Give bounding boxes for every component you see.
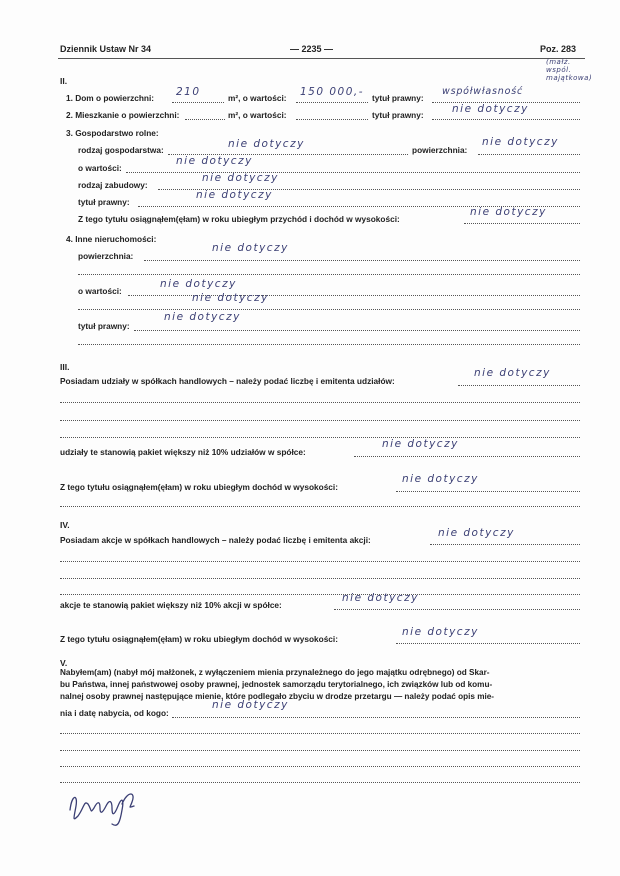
akcje-dochod-line xyxy=(396,643,580,644)
dom-value-line xyxy=(296,102,368,103)
zabudowy-label: rodzaj zabudowy: xyxy=(78,180,148,190)
rodzaj-gosp-value: nie dotyczy xyxy=(228,138,305,150)
gospodarstwo-label: 3. Gospodarstwo rolne: xyxy=(66,128,159,138)
section-v-line-4-dots xyxy=(172,717,580,718)
inne-wart-value-2: nie dotyczy xyxy=(192,292,269,304)
tytul-prawny-value: nie dotyczy xyxy=(196,189,273,201)
akcje-line-2 xyxy=(60,561,580,562)
dom-title-value: współwłasność xyxy=(442,86,523,97)
header-rule xyxy=(58,58,585,59)
section-v-heading: V. xyxy=(60,658,68,668)
akcje-value: nie dotyczy xyxy=(438,527,515,539)
section-v-line-5 xyxy=(60,733,580,734)
inne-wart-label: o wartości: xyxy=(78,286,122,296)
udzialy-dochod-line xyxy=(396,491,580,492)
mieszkanie-title-label: tytuł prawny: xyxy=(372,110,424,120)
dom-label: 1. Dom o powierzchni: xyxy=(66,93,155,103)
inne-tytul-value: nie dotyczy xyxy=(164,311,241,323)
inne-pow-line xyxy=(144,260,580,261)
mieszkanie-value-line xyxy=(296,119,368,120)
akcje-label: Posiadam akcje w spółkach handlowych – należy podać liczbę i emitenta akcji: xyxy=(60,535,371,545)
mieszkanie-title-value: nie dotyczy xyxy=(452,103,529,115)
udzialy-dochod-value: nie dotyczy xyxy=(402,473,479,485)
powierzchnia-value: nie dotyczy xyxy=(482,136,559,148)
udzialy-dochod-label: Z tego tytułu osiągnąłem(ęłam) w roku ubiegłym dochód w wysokości: xyxy=(60,482,338,492)
page-number: — 2235 — xyxy=(290,44,334,54)
section-v-value: nie dotyczy xyxy=(212,699,289,711)
gosp-income-line xyxy=(464,223,580,224)
inne-label: 4. Inne nieruchomości: xyxy=(66,234,157,244)
gosp-income-label: Z tego tytułu osiągnąłem(ęłam) w roku ubiegłym przychód i dochód w wysokości: xyxy=(78,214,400,224)
gosp-income-value: nie dotyczy xyxy=(470,206,547,218)
udzialy-line-4 xyxy=(60,437,580,438)
dom-area-value: 210 xyxy=(176,86,201,98)
akcje-pakiet-line xyxy=(334,609,580,610)
udzialy-dochod-line-2 xyxy=(60,506,580,507)
inne-tytul-line-2 xyxy=(78,344,580,345)
udzialy-pakiet-line xyxy=(354,456,580,457)
udzialy-value: nie dotyczy xyxy=(474,367,551,379)
section-v-line-4-label: nia i datę nabycia, od kogo: xyxy=(60,708,169,718)
zabudowy-value: nie dotyczy xyxy=(202,172,279,184)
section-v-line-1: Nabyłem(am) (nabył mój małżonek, z wyłączeniem mienia przynależnego do jego majątku odrębnego) od Skar- xyxy=(60,668,490,677)
powierzchnia-line xyxy=(478,154,580,155)
inne-pow-value: nie dotyczy xyxy=(212,242,289,254)
akcje-pakiet-value: nie dotyczy xyxy=(342,592,419,604)
dom-title-label: tytuł prawny: xyxy=(372,93,424,103)
section-iii-heading: III. xyxy=(60,362,70,372)
dom-area-line xyxy=(172,102,224,103)
inne-wart-line-2 xyxy=(78,309,580,310)
position-number: Poz. 283 xyxy=(540,44,577,54)
akcje-line-3 xyxy=(60,578,580,579)
section-v-line-7 xyxy=(60,766,580,767)
mieszkanie-area-line xyxy=(185,119,225,120)
akcje-pakiet-label: akcje te stanowią pakiet większy niż 10% akcji w spółce: xyxy=(60,600,282,610)
mieszkanie-m2-label: m², o wartości: xyxy=(228,110,287,120)
udzialy-line-3 xyxy=(60,420,580,421)
dom-value: 150 000,- xyxy=(300,86,365,98)
udzialy-label: Posiadam udziały w spółkach handlowych – należy podać liczbę i emitenta udziałów: xyxy=(60,376,395,386)
udzialy-pakiet-value: nie dotyczy xyxy=(382,438,459,450)
udzialy-pakiet-label: udziały te stanowią pakiet większy niż 10% udziałów w spółce: xyxy=(60,447,306,457)
dom-m2-label: m², o wartości: xyxy=(228,93,287,103)
section-ii-heading: II. xyxy=(60,76,68,86)
o-wartosci-line xyxy=(126,172,580,173)
inne-tytul-label: tytuł prawny: xyxy=(78,321,130,331)
akcje-line xyxy=(430,544,580,545)
section-v-line-6 xyxy=(60,750,580,751)
akcje-dochod-label: Z tego tytułu osiągnąłem(ęłam) w roku ubiegłym dochód w wysokości: xyxy=(60,634,338,644)
section-iv-heading: IV. xyxy=(60,520,70,530)
mieszkanie-title-line xyxy=(432,119,580,120)
o-wartosci-value: nie dotyczy xyxy=(176,155,253,167)
section-v-line-3: nalnej osoby prawnej następujące mienie, które podlegało zbyciu w drodze przetargu — należy podać opis mie- xyxy=(60,692,495,702)
udzialy-line-2 xyxy=(60,402,580,403)
section-v-text xyxy=(60,667,582,704)
handwritten-signature xyxy=(62,780,162,830)
akcje-line-4 xyxy=(60,594,580,595)
o-wartosci-label: o wartości: xyxy=(78,163,122,173)
tytul-prawny-label: tytuł prawny: xyxy=(78,197,130,207)
akcje-dochod-value: nie dotyczy xyxy=(402,626,479,638)
inne-tytul-line xyxy=(134,330,580,331)
powierzchnia-label: powierzchnia: xyxy=(412,145,468,155)
udzialy-line xyxy=(458,385,580,386)
rodzaj-gosp-label: rodzaj gospodarstwa: xyxy=(78,145,164,155)
inne-wart-value: nie dotyczy xyxy=(160,278,237,290)
dom-title-note: (małż. wspól. majątkowa) xyxy=(546,58,593,82)
mieszkanie-label: 2. Mieszkanie o powierzchni: xyxy=(66,110,180,120)
inne-pow-label: powierzchnia: xyxy=(78,251,134,261)
section-v-line-2: bu Państwa, innej państwowej osoby prawnej, jednostek samorządu terytorialnego, ich związków lub od komu- xyxy=(60,680,493,690)
inne-pow-line-2 xyxy=(78,274,580,275)
journal-title: Dziennik Ustaw Nr 34 xyxy=(60,44,152,54)
